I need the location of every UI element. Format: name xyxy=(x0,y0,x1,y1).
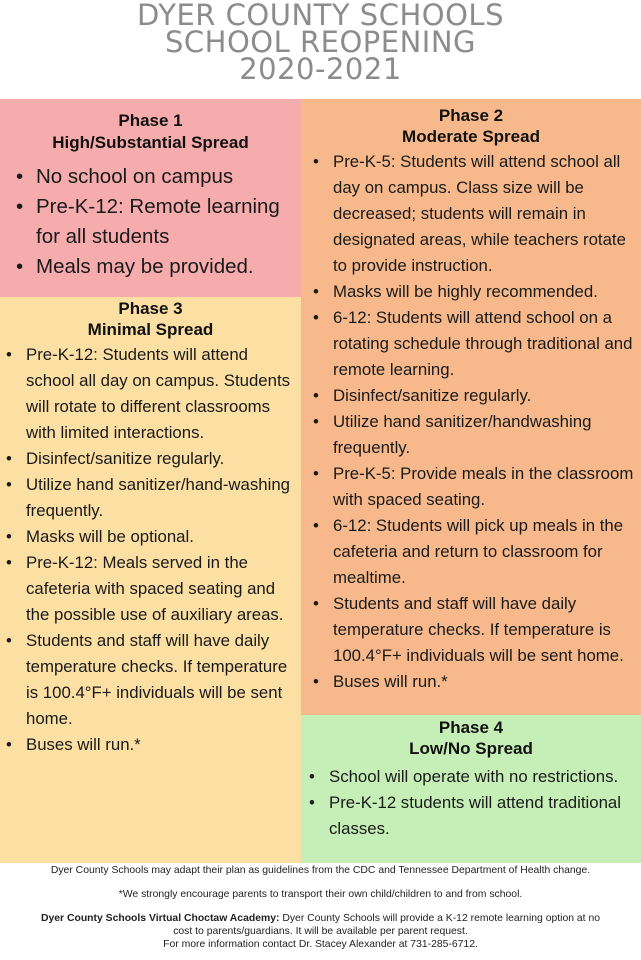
list-item: • School will operate with no restrictions. xyxy=(329,764,635,790)
list-item: • 6-12: Students will attend school on a rotating schedule through traditional and remote learning. xyxy=(333,305,635,383)
list-item: • Students and staff will have daily temperature checks. If temperature is 100.4°F+ individuals will be sent home. xyxy=(333,591,635,669)
list-item: • Masks will be highly recommended. xyxy=(333,279,635,305)
academy-label: Dyer County Schools Virtual Choctaw Academy: xyxy=(40,913,280,924)
phase-3-panel xyxy=(0,297,301,863)
transport-note: *We strongly encourage parents to transport their own child/children to and from school. xyxy=(118,889,523,900)
phase-3-title: Phase 3 xyxy=(118,299,183,318)
list-item: • Utilize hand sanitizer/handwashing frequently. xyxy=(333,409,635,461)
list-item: • Disinfect/sanitize regularly. xyxy=(333,383,635,409)
list-item: • Buses will run.* xyxy=(333,669,635,695)
phase-2-title: Phase 2 xyxy=(438,106,504,125)
phase-2-subtitle: Moderate Spread xyxy=(402,127,540,146)
phase-4-panel xyxy=(301,715,641,863)
academy-note xyxy=(0,912,641,951)
list-item: • Meals may be provided. xyxy=(36,252,293,282)
list-item: • Pre-K-5: Students will attend school all day on campus. Class size will be decreased; students will remain in designated areas, while teachers rotate to provide instruction. xyxy=(333,149,635,279)
phase-1-heading xyxy=(0,99,301,154)
list-item: • 6-12: Students will pick up meals in the cafeteria and return to classroom for mealtime. xyxy=(333,513,635,591)
list-item: • No school on campus xyxy=(36,162,293,192)
phase-4-heading xyxy=(301,715,641,759)
list-item: • Disinfect/sanitize regularly. xyxy=(26,446,297,472)
list-item: • Pre-K-12 students will attend traditional classes. xyxy=(329,790,635,842)
phase-1-panel xyxy=(0,99,301,297)
footer-notes xyxy=(0,864,641,951)
phase-4-title: Phase 4 xyxy=(438,718,504,737)
phase-4-subtitle: Low/No Spread xyxy=(409,739,533,758)
list-item: • Pre-K-12: Meals served in the cafeteria with spaced seating and the possible use of auxiliary areas. xyxy=(26,550,297,628)
phase-3-heading xyxy=(0,297,301,340)
list-item: • Students and staff will have daily temperature checks. If temperature is 100.4°F+ individuals will be sent home. xyxy=(26,628,297,732)
list-item: • Pre-K-12: Students will attend school all day on campus. Students will rotate to different classrooms with limited interactions. xyxy=(26,342,297,446)
list-item: • Pre-K-12: Remote learning for all students xyxy=(36,192,293,252)
phase-1-subtitle: High/Substantial Spread xyxy=(52,133,249,152)
title-line-2: SCHOOL REOPENING xyxy=(164,25,476,59)
phase-2-panel xyxy=(301,99,641,715)
academy-text-3: For more information contact Dr. Stacey Alexander at 731-285-6712. xyxy=(163,939,478,950)
title-line-1: DYER COUNTY SCHOOLS xyxy=(137,0,504,32)
list-item: • Masks will be optional. xyxy=(26,524,297,550)
phase-3-subtitle: Minimal Spread xyxy=(87,320,214,339)
academy-text-2: cost to parents/guardians. It will be available per parent request. xyxy=(173,926,468,937)
phase-2-heading xyxy=(301,99,641,147)
phase-3-list xyxy=(0,342,301,758)
phase-1-title: Phase 1 xyxy=(118,111,183,130)
list-item: • Buses will run.* xyxy=(26,732,297,758)
title-line-3: 2020-2021 xyxy=(239,52,402,86)
phase-2-list xyxy=(301,149,641,695)
academy-text-1: Dyer County Schools will provide a K-12 remote learning option at no xyxy=(279,913,601,924)
list-item: • Pre-K-5: Provide meals in the classroom with spaced seating. xyxy=(333,461,635,513)
adapt-note: Dyer County Schools may adapt their plan as guidelines from the CDC and Tennessee Department of Health change. xyxy=(50,865,591,876)
phase-1-list xyxy=(0,162,301,282)
list-item: • Utilize hand sanitizer/hand-washing frequently. xyxy=(26,472,297,524)
phase-4-list xyxy=(301,764,641,842)
page-title xyxy=(0,0,641,86)
